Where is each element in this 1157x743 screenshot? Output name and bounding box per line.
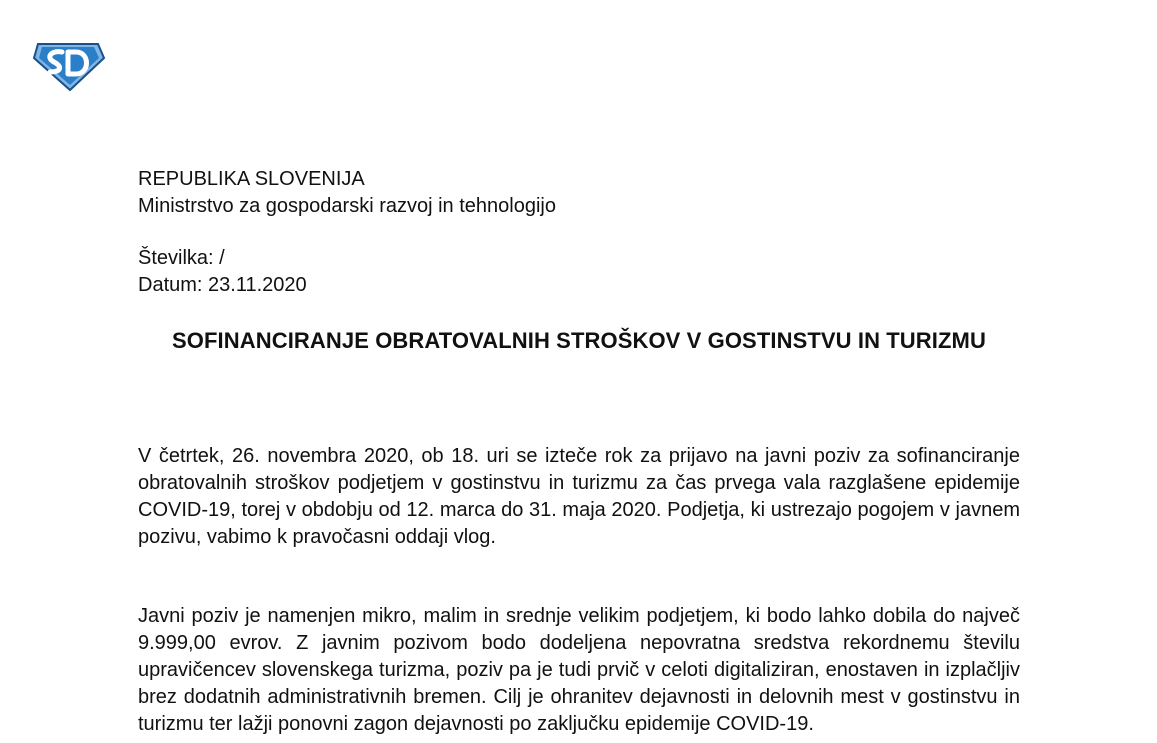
ministry-name: Ministrstvo za gospodarski razvoj in tehnologijo [138,195,556,217]
document-title: SOFINANCIRANJE OBRATOVALNIH STROŠKOV V GOSTINSTVU IN TURIZMU [172,328,986,353]
sender-block [138,166,556,220]
ministry-logo-icon [32,36,106,92]
paragraph-deadline: V četrtek, 26. novembra 2020, ob 18. uri se izteče rok za prijavo na javni poziv za sofinanciranje obratovalnih stroškov podjetjem v gostinstvu in turizmu za čas prvega vala razglašene epidemije COVID-19, torej v obdobju od 12. marca do 31. maja 2020. Podjetja, ki ustrezajo pogojem v javnem pozivu, vabimo k pravočasni oddaji vlog. [138,445,1020,548]
paragraph-purpose: Javni poziv je namenjen mikro, malim in srednje velikim podjetjem, ki bodo lahko dobila do največ 9.999,00 evrov. Z javnim pozivom bodo dodeljena nepovratna sredstva rekordnemu številu upravičencev slovenskega turizma, poziv pa je tudi prvič v celoti digitaliziran, enostaven in izplačljiv brez dodatnih administrativnih bremen. Cilj je ohranitev dejavnosti in delovnih mest v gostinstvu in turizmu ter lažji ponovni zagon dejavnosti po zaključku epidemije COVID-19. [138,605,1020,735]
document-meta [138,245,307,299]
document-date: Datum: 23.11.2020 [138,274,307,296]
document-number: Številka: / [138,247,225,269]
country-name: REPUBLIKA SLOVENIJA [138,168,365,190]
